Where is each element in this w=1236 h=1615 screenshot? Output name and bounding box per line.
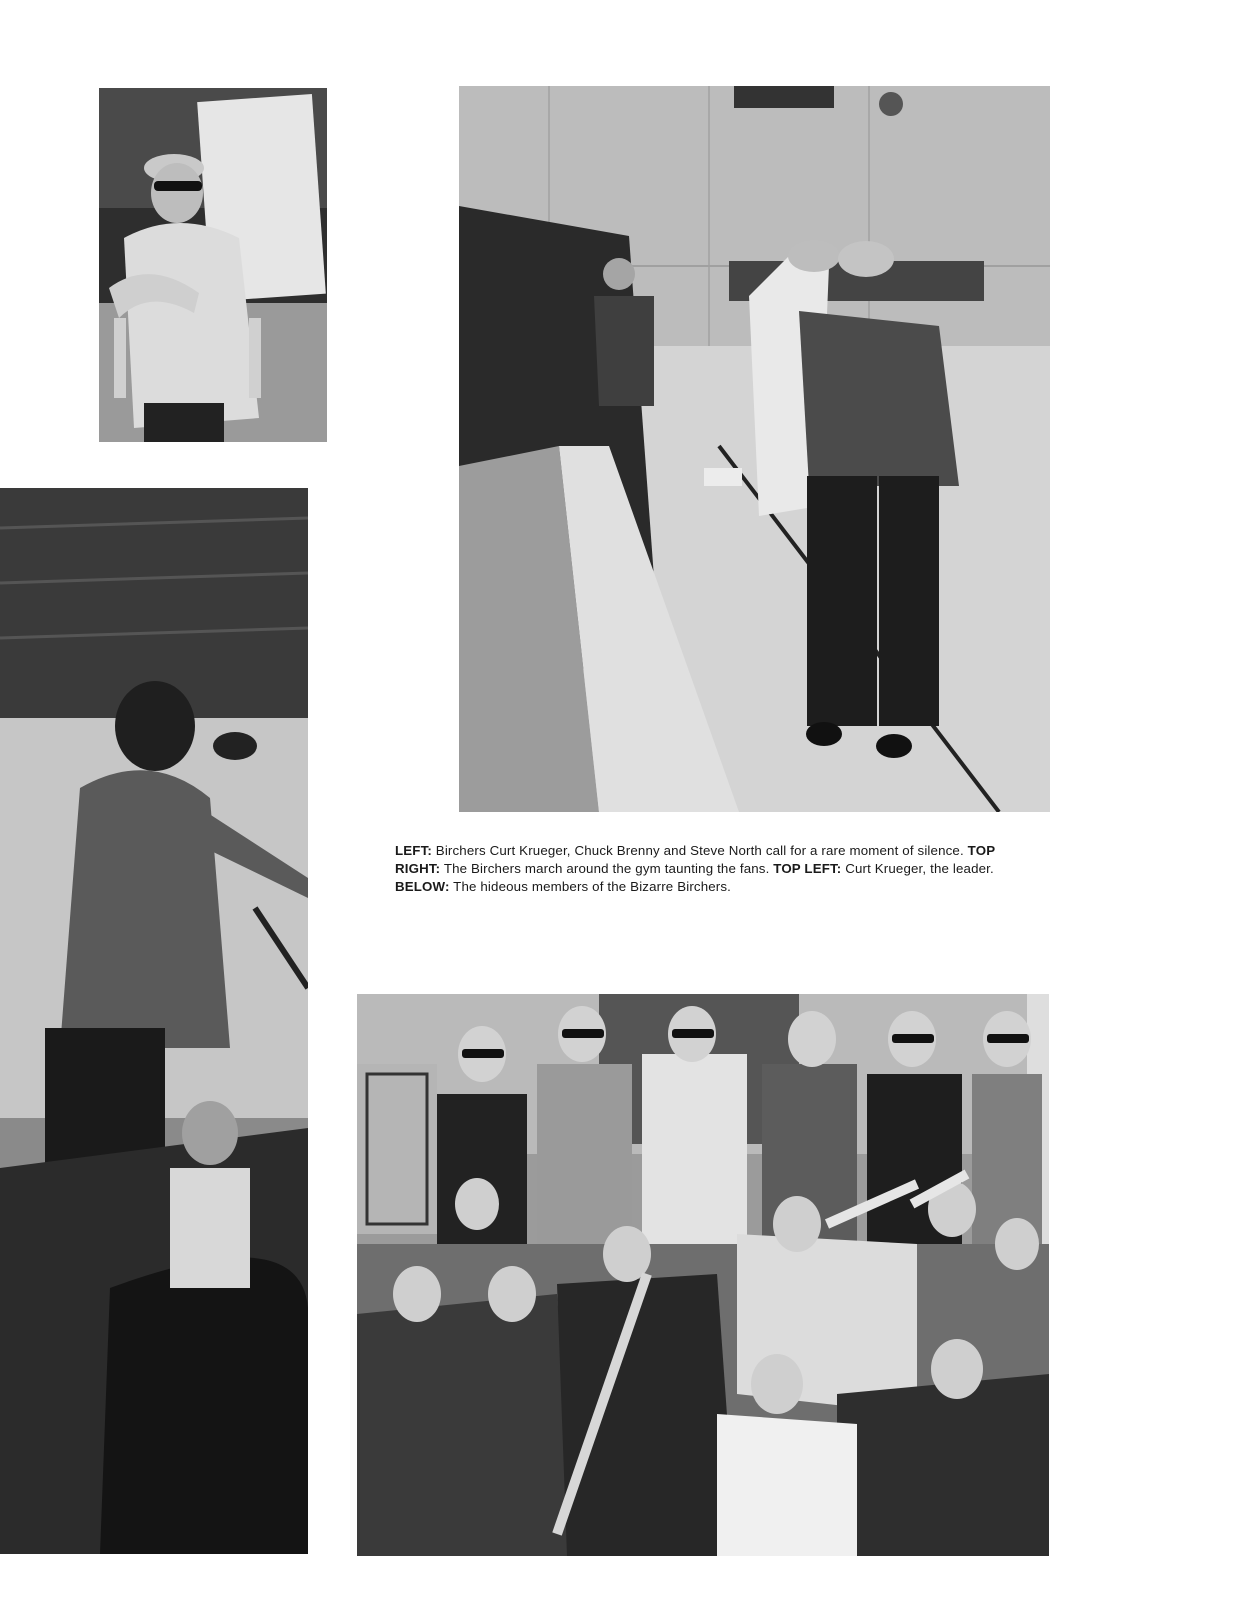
photo-top-right [459,86,1050,812]
caption-left-label: LEFT: [395,843,432,858]
photo-top-left [99,88,327,442]
photo-bottom-image [357,994,1049,1556]
photo-left [0,488,308,1554]
caption-below-label: BELOW: [395,879,450,894]
caption-left-text: Birchers Curt Krueger, Chuck Brenny and Steve North call for a rare moment of silence. [431,843,964,858]
caption-top-right-text: The Birchers march around the gym taunting the fans. [440,861,774,876]
photo-top-left-image [99,88,327,442]
photo-top-right-image [459,86,1050,812]
caption-below-text: The hideous members of the Bizarre Birchers. [449,879,732,894]
caption-top-left-label: TOP LEFT: [773,861,842,876]
caption-top-left-text: Curt Krueger, the leader. [841,861,994,876]
photo-caption [395,842,995,896]
photo-left-image [0,488,308,1554]
photo-bottom [357,994,1049,1556]
caption-top-right-label: TOP RIGHT: [395,843,995,876]
